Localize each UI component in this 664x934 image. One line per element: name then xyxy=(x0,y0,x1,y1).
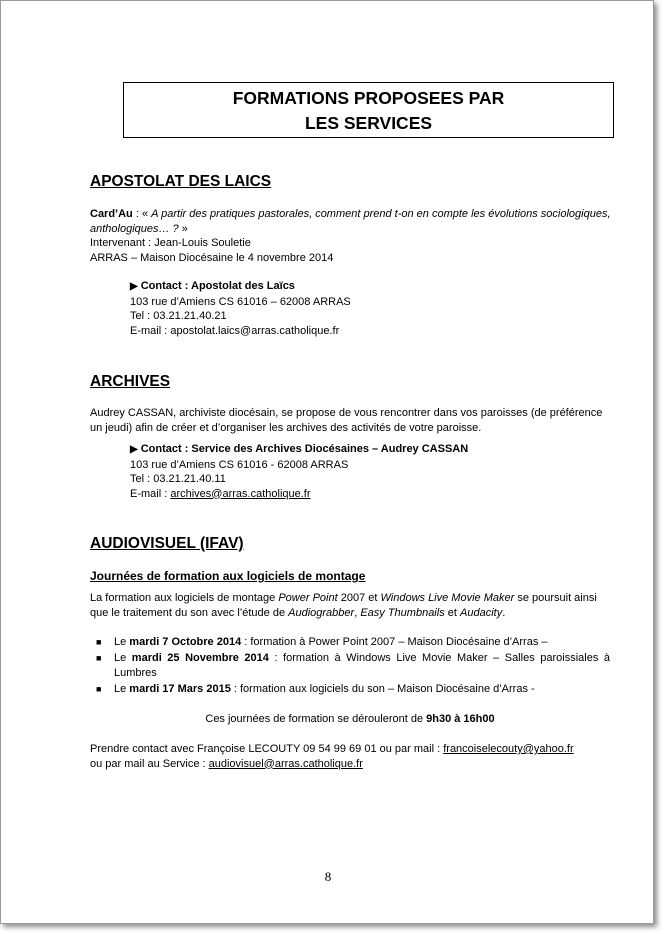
archives-email-line: E-mail : archives@arras.catholique.fr xyxy=(130,487,311,500)
apostolat-address: 103 rue d’Amiens CS 61016 – 62008 ARRAS xyxy=(130,295,351,308)
archives-address: 103 rue d’Amiens CS 61016 - 62008 ARRAS xyxy=(130,458,349,471)
section-title-audiovisuel: AUDIOVISUEL (IFAV) xyxy=(90,535,244,552)
page-title-box xyxy=(123,82,614,138)
cardau-line-2: anthologiques… ? » xyxy=(90,222,188,235)
contact-line-1: Prendre contact avec Françoise LECOUTY 09 54 99 69 01 ou par mail : francoiselecouty@yahoo.fr xyxy=(90,743,574,755)
arrow-right-icon: ▶ xyxy=(130,444,138,455)
audiovisuel-intro xyxy=(90,591,610,620)
archives-email-link[interactable]: archives@arras.catholique.fr xyxy=(170,487,311,500)
arrow-right-icon: ▶ xyxy=(130,281,138,292)
bullet-icon: ■ xyxy=(96,652,102,663)
contact-line-2: ou par mail au Service : audiovisuel@arras.catholique.fr xyxy=(90,757,363,770)
audiovisuel-contact xyxy=(90,742,610,771)
cardau-line: Card’Au : « A partir des pratiques pastorales, comment prend t-on en compte les évolutions sociologiques, xyxy=(90,208,611,220)
archives-desc xyxy=(90,406,610,435)
list-item: ■ Le mardi 7 Octobre 2014 : formation à Power Point 2007 – Maison Diocésaine d’Arras – xyxy=(90,635,610,651)
list-item: ■ Le mardi 17 Mars 2015 : formation aux logiciels du son – Maison Diocésaine d’Arras - xyxy=(90,682,610,698)
bullet-icon: ■ xyxy=(96,683,102,694)
audiovisuel-subtitle: Journées de formation aux logiciels de montage xyxy=(90,569,366,583)
apostolat-contact-label: ▶ Contact : Apostolat des Laïcs xyxy=(130,280,295,292)
intervenant: Intervenant : Jean-Louis Souletie xyxy=(90,237,251,249)
section-title-apostolat: APOSTOLAT DES LAICS xyxy=(90,173,272,190)
apostolat-body xyxy=(90,207,610,265)
audiovisuel-email-link[interactable]: audiovisuel@arras.catholique.fr xyxy=(208,757,363,770)
lecouty-email-link[interactable]: francoiselecouty@yahoo.fr xyxy=(443,743,574,755)
archives-desc-line1: Audrey CASSAN, archiviste diocésain, se propose de vous rencontrer dans vos paroisses (de préférence xyxy=(90,407,603,419)
audiovisuel-intro-line2: que le traitement du son avec l’étude de Audiograbber, Easy Thumbnails et Audacity. xyxy=(90,606,506,619)
apostolat-tel: Tel : 03.21.21.40.21 xyxy=(130,310,227,322)
page-title-line1: FORMATIONS PROPOSEES PAR xyxy=(232,88,505,108)
archives-contact xyxy=(130,442,610,501)
list-item: ■ Le mardi 25 Novembre 2014 : formation à Windows Live Movie Maker – Salles paroissiales à Lumbres xyxy=(96,651,610,679)
archives-tel: Tel : 03.21.21.40.11 xyxy=(130,473,226,485)
apostolat-email: E-mail : apostolat.laics@arras.catholique.fr xyxy=(130,324,340,337)
event-location-date: ARRAS – Maison Diocésaine le 4 novembre 2014 xyxy=(90,251,334,264)
hours-line: Ces journées de formation se dérouleront de 9h30 à 16h00 xyxy=(205,713,495,725)
archives-desc-line2: un jeudi) afin de créer et d’organiser les archives des activités de votre paroisse. xyxy=(90,421,482,434)
audiovisuel-intro-line1: La formation aux logiciels de montage Power Point 2007 et Windows Live Movie Maker se poursuit ainsi xyxy=(90,592,597,604)
apostolat-contact xyxy=(130,279,610,338)
bullet-icon: ■ xyxy=(96,637,102,647)
section-title-archives: ARCHIVES xyxy=(90,373,171,390)
archives-contact-label: ▶ Contact : Service des Archives Diocésaines – Audrey CASSAN xyxy=(130,443,469,455)
page-title-line2: LES SERVICES xyxy=(304,113,433,133)
page-number: 8 xyxy=(324,869,332,884)
sessions-list xyxy=(90,635,610,697)
